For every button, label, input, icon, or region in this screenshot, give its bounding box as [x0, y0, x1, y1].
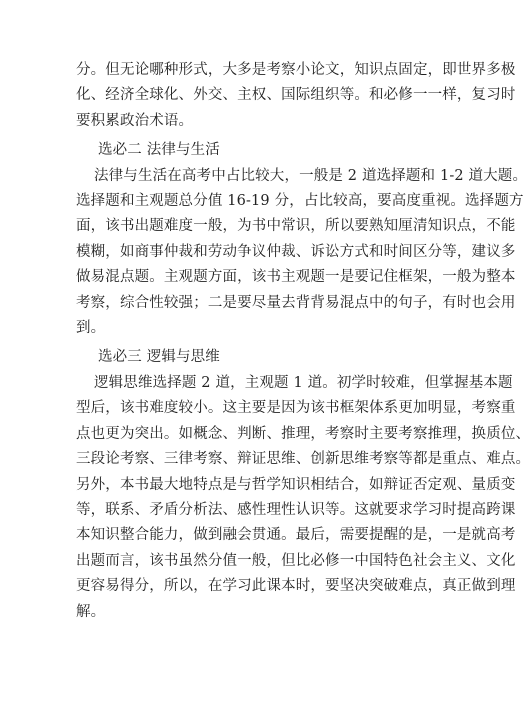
paragraph-line: 法律与生活在高考中占比较大，一般是 2 道选择题和 1-2 道大题。 — [94, 167, 528, 184]
section-heading-law: 选必二 法律与生活 — [98, 142, 220, 159]
paragraph-line: 面，该书出题难度一般，为书中常识，所以要熟知厘清知识点，不能 — [76, 218, 516, 235]
paragraph-line: 点也更为突出。如概念、判断、推理，考察时主要考察推理，换质位、 — [76, 425, 530, 442]
paragraph-line: 考察，综合性较强；二是要尽量去背背易混点中的句子，有时也会用 — [76, 294, 516, 311]
document-page — [76, 58, 530, 625]
paragraph-line: 分。但无论哪种形式，大多是考察小论文，知识点固定，即世界多极 — [76, 62, 516, 78]
paragraph-line: 到。 — [76, 320, 106, 337]
paragraph-line: 模糊，如商事仲裁和劳动争议仲裁、诉讼方式和时间区分等，建议多 — [76, 243, 516, 260]
paragraph-line: 等，联系、矛盾分析法、感性理性认识等。这就要求学习时提高跨课 — [76, 501, 516, 518]
paragraph-line: 三段论考察、三律考察、辩证思维、创新思维考察等都是重点、难点。 — [76, 451, 530, 468]
paragraph-line: 做易混点题。主观题方面，该书主观题一是要记住框架，一般为整本 — [76, 269, 516, 286]
paragraph-line: 选择题和主观题总分值 16-19 分，占比较高，要高度重视。选择题方 — [76, 193, 524, 210]
paragraph-line: 出题而言，该书虽然分值一般，但比必修一中国特色社会主义、文化 — [76, 552, 516, 569]
paragraph-line: 化、经济全球化、外交、主权、国际组织等。和必修一一样，复习时 — [76, 87, 516, 104]
paragraph-line: 型后，该书难度较小。这主要是因为该书框架体系更加明显，考察重 — [76, 400, 516, 417]
paragraph-line: 更容易得分，所以，在学习此课本时，要坚决突破难点，真正做到理 — [76, 578, 516, 595]
paragraph-line: 解。 — [76, 603, 106, 620]
section-heading-logic: 选必三 逻辑与思维 — [98, 349, 220, 366]
paragraph-line: 要积累政治术语。 — [76, 112, 194, 129]
paragraph-line: 本知识整合能力，做到融会贯通。最后，需要提醒的是，一是就高考 — [76, 527, 516, 544]
paragraph-line: 逻辑思维选择题 2 道，主观题 1 道。初学时较难，但掌握基本题 — [94, 374, 513, 391]
paragraph-line: 另外，本书最大地特点是与哲学知识相结合，如辩证否定观、量质变 — [76, 476, 516, 493]
